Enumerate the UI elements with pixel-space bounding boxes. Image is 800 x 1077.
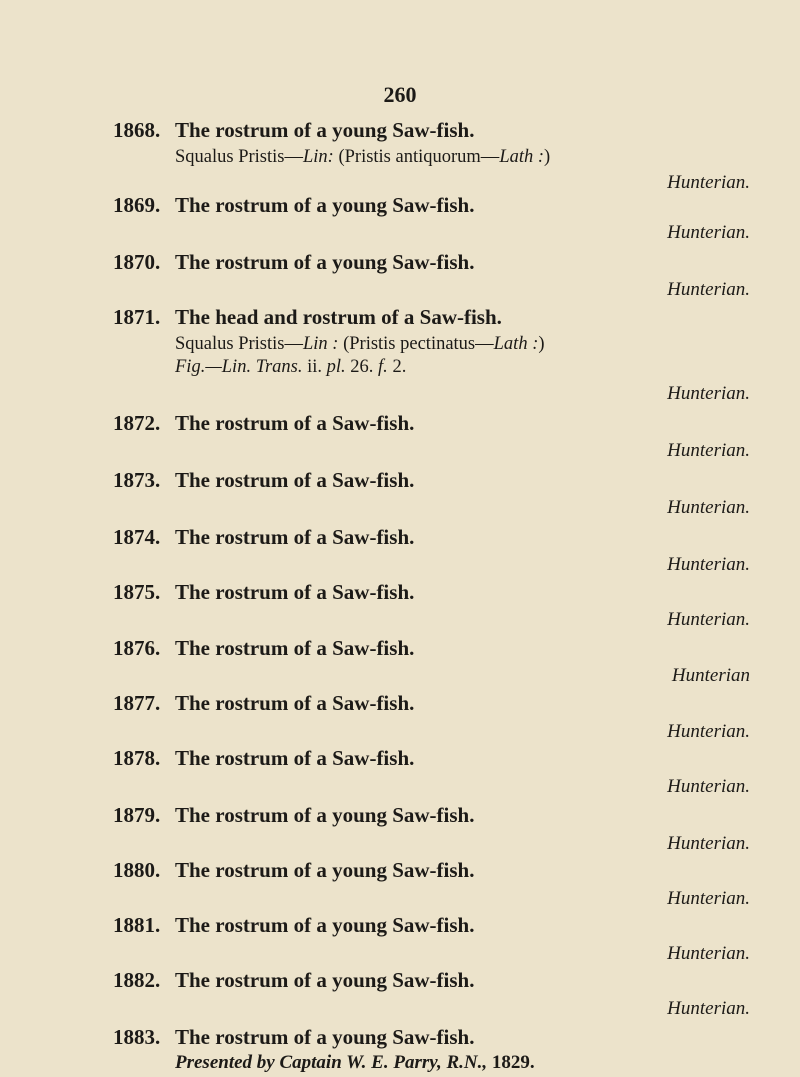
entry-location-row <box>0 998 800 1019</box>
catalogue-entry <box>0 468 800 492</box>
entry-line <box>113 692 414 714</box>
presented-by <box>175 1053 535 1073</box>
entry-number: 1875. <box>113 580 161 604</box>
entry-title: The rostrum of a young Saw-fish. <box>175 1025 475 1049</box>
synonymy-alt: (Pristis antiquorum— <box>333 147 500 167</box>
entry-title: The rostrum of a young Saw-fish. <box>175 858 475 882</box>
entry-title: The rostrum of a Saw-fish. <box>175 746 415 770</box>
entry-location-row <box>0 279 800 300</box>
entry-line <box>113 469 414 491</box>
catalogue-entry <box>0 691 800 715</box>
catalogue-entry <box>0 580 800 604</box>
entry-title: The rostrum of a Saw-fish. <box>175 411 415 435</box>
entry-line <box>113 637 414 659</box>
synonymy-close: ) <box>544 147 551 167</box>
entry-line <box>113 1026 474 1048</box>
entry-location-row <box>0 721 800 742</box>
entry-line <box>113 251 474 273</box>
synonymy-species: Squalus Pristis— <box>175 334 303 354</box>
entry-number: 1870. <box>113 250 161 274</box>
entry-location: Hunterian. <box>667 440 750 461</box>
entry-number: 1883. <box>113 1025 161 1049</box>
entry-location-row <box>0 888 800 909</box>
entry-location: Hunterian. <box>667 833 750 854</box>
figure-volume: ii. <box>302 357 327 377</box>
catalogue-entry <box>0 1025 800 1049</box>
entry-title: The rostrum of a young Saw-fish. <box>175 803 475 827</box>
figure-plate-number: 26. <box>345 357 379 377</box>
entry-title: The head and rostrum of a Saw-fish. <box>175 305 502 329</box>
synonymy-alt-authority: Lath : <box>493 334 539 354</box>
synonymy-line <box>175 147 550 167</box>
catalogue-entry <box>0 968 800 992</box>
entry-number: 1874. <box>113 525 161 549</box>
entry-location-row <box>0 383 800 404</box>
catalogue-entry <box>0 525 800 549</box>
entry-number: 1876. <box>113 636 161 660</box>
presented-text: Presented by Captain W. E. Parry, R.N., <box>175 1052 488 1073</box>
entry-line <box>113 969 474 991</box>
synonymy-alt: (Pristis pectinatus— <box>338 334 494 354</box>
figure-fig-label: f. <box>378 357 388 377</box>
synonymy-close: ) <box>538 334 545 354</box>
figure-fig-number: 2. <box>387 357 407 377</box>
entry-line <box>113 119 474 141</box>
entry-location: Hunterian <box>671 665 750 686</box>
entry-title: The rostrum of a Saw-fish. <box>175 468 415 492</box>
entry-number: 1882. <box>113 968 161 992</box>
entry-location-row <box>0 222 800 243</box>
entry-synonymy <box>0 334 800 354</box>
entry-line <box>113 526 414 548</box>
catalogue-entry <box>0 118 800 142</box>
entry-location: Hunterian. <box>667 383 750 404</box>
entry-title: The rostrum of a Saw-fish. <box>175 691 415 715</box>
catalogue-entry <box>0 858 800 882</box>
entry-line <box>113 914 474 936</box>
entry-number: 1871. <box>113 305 161 329</box>
entry-number: 1877. <box>113 691 161 715</box>
catalogue-entry <box>0 803 800 827</box>
entry-location: Hunterian. <box>667 497 750 518</box>
entry-number: 1869. <box>113 193 161 217</box>
catalogue-entry <box>0 746 800 770</box>
entry-number: 1881. <box>113 913 161 937</box>
entry-title: The rostrum of a young Saw-fish. <box>175 193 475 217</box>
figure-line <box>175 357 406 377</box>
entry-location: Hunterian. <box>667 998 750 1019</box>
catalogue-entry <box>0 305 800 329</box>
presentation-note <box>0 1052 800 1073</box>
catalogue-entry <box>0 193 800 217</box>
entry-location-row <box>0 833 800 854</box>
entry-line <box>113 194 474 216</box>
entry-location: Hunterian. <box>667 172 750 193</box>
entry-number: 1873. <box>113 468 161 492</box>
synonymy-authority: Lin: <box>302 147 334 167</box>
entry-title: The rostrum of a Saw-fish. <box>175 580 415 604</box>
entry-location-row <box>0 554 800 575</box>
synonymy-line <box>175 334 545 354</box>
entry-number: 1878. <box>113 746 161 770</box>
entry-line <box>113 804 474 826</box>
entry-location: Hunterian. <box>667 721 750 742</box>
catalogue-entry <box>0 250 800 274</box>
entry-figure-ref <box>0 357 800 377</box>
entry-line <box>113 412 414 434</box>
page-number: 260 <box>383 82 417 107</box>
entry-location: Hunterian. <box>667 776 750 797</box>
entry-line <box>113 306 502 328</box>
synonymy-authority: Lin : <box>302 334 339 354</box>
entry-location: Hunterian. <box>667 943 750 964</box>
entry-synonymy <box>0 147 800 167</box>
entry-location-row <box>0 440 800 461</box>
synonymy-alt-authority: Lath : <box>499 147 545 167</box>
entry-number: 1880. <box>113 858 161 882</box>
entry-title: The rostrum of a young Saw-fish. <box>175 913 475 937</box>
presented-year: 1829. <box>487 1052 535 1073</box>
entry-location-row <box>0 497 800 518</box>
entry-location-row <box>0 665 800 686</box>
entry-location-row <box>0 172 800 193</box>
entry-line <box>113 859 474 881</box>
entry-location-row <box>0 943 800 964</box>
entry-location: Hunterian. <box>667 279 750 300</box>
synonymy-species: Squalus Pristis— <box>175 147 303 167</box>
entry-title: The rostrum of a Saw-fish. <box>175 636 415 660</box>
entry-location: Hunterian. <box>667 609 750 630</box>
entry-line <box>113 747 414 769</box>
entry-line <box>113 581 414 603</box>
catalogue-entry <box>0 411 800 435</box>
entry-location: Hunterian. <box>667 554 750 575</box>
entry-location-row <box>0 609 800 630</box>
entry-number: 1879. <box>113 803 161 827</box>
catalogue-entry <box>0 913 800 937</box>
catalogue-entry <box>0 636 800 660</box>
entry-location-row <box>0 776 800 797</box>
entry-title: The rostrum of a young Saw-fish. <box>175 118 475 142</box>
figure-source: Fig.—Lin. Trans. <box>175 357 303 377</box>
entry-location: Hunterian. <box>667 888 750 909</box>
figure-plate-label: pl. <box>326 357 346 377</box>
entry-number: 1872. <box>113 411 161 435</box>
entry-location: Hunterian. <box>667 222 750 243</box>
entry-title: The rostrum of a young Saw-fish. <box>175 968 475 992</box>
entry-number: 1868. <box>113 118 161 142</box>
entry-title: The rostrum of a young Saw-fish. <box>175 250 475 274</box>
entry-title: The rostrum of a Saw-fish. <box>175 525 415 549</box>
